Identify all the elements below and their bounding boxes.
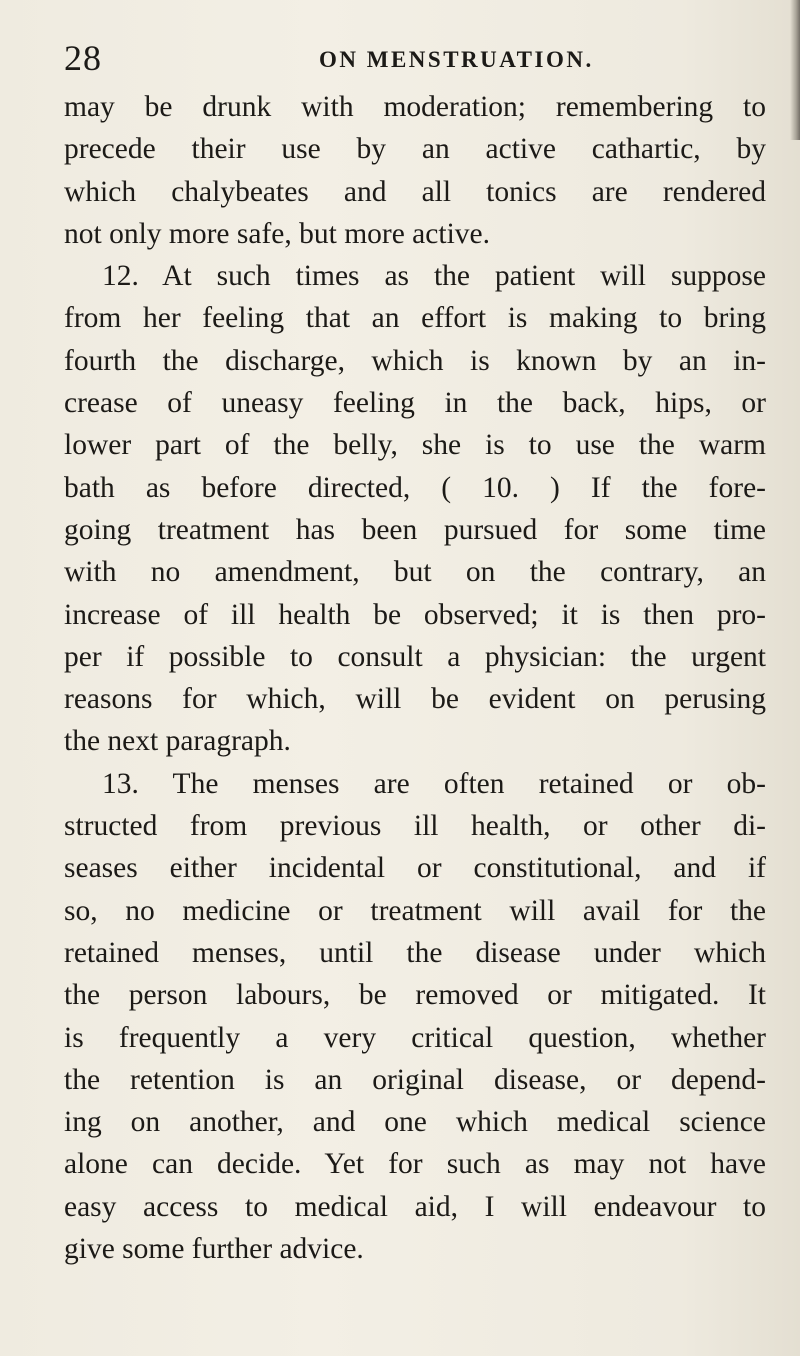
text-line: the next paragraph. — [64, 725, 291, 758]
text-line: alone can decide. Yet for such as may not have — [64, 1148, 766, 1181]
text-line: crease of uneasy feeling in the back, hips, or — [64, 387, 766, 420]
text-line: bath as before directed, ( 10. ) If the fore- — [64, 471, 766, 504]
text-line: give some further advice. — [64, 1233, 364, 1266]
text-line: precede their use by an active cathartic, by — [64, 133, 766, 166]
text-line: easy access to medical aid, I will endeavour to — [64, 1190, 766, 1223]
text-line: the person labours, be removed or mitigated. It — [64, 979, 766, 1012]
text-line: which chalybeates and all tonics are rendered — [64, 175, 766, 208]
text-line: structed from previous ill health, or other di- — [64, 810, 766, 843]
paragraph-12-start: 12. At such times as the patient will suppose — [102, 260, 766, 293]
text-line: per if possible to consult a physician: the urgent — [64, 640, 766, 673]
text-line: going treatment has been pursued for some time — [64, 513, 766, 546]
text-line: retained menses, until the disease under which — [64, 936, 766, 969]
running-head: ON MENSTRUATION. — [319, 47, 594, 72]
body-text — [64, 86, 766, 1270]
text-line: reasons for which, will be evident on perusing — [64, 683, 766, 716]
text-line: with no amendment, but on the contrary, an — [64, 556, 766, 589]
text-line: so, no medicine or treatment will avail for the — [64, 894, 766, 927]
text-line: may be drunk with moderation; remembering to — [64, 91, 766, 123]
text-line: seases either incidental or constitutional, and if — [64, 852, 766, 885]
text-line: the retention is an original disease, or depend- — [64, 1063, 766, 1096]
text-line: fourth the discharge, which is known by an in- — [64, 344, 766, 377]
page-number: 28 — [64, 38, 102, 78]
text-line: lower part of the belly, she is to use the warm — [64, 429, 766, 462]
text-line: from her feeling that an effort is making to bring — [64, 302, 766, 335]
text-line: increase of ill health be observed; it is then pro- — [64, 598, 766, 631]
text-line: not only more safe, but more active. — [64, 217, 490, 250]
page-header — [64, 34, 764, 82]
text-line: is frequently a very critical question, whether — [64, 1021, 766, 1054]
paragraph-13-start: 13. The menses are often retained or ob- — [102, 767, 766, 800]
text-line: ing on another, and one which medical science — [64, 1106, 766, 1139]
page-edge-shadow — [790, 0, 800, 140]
